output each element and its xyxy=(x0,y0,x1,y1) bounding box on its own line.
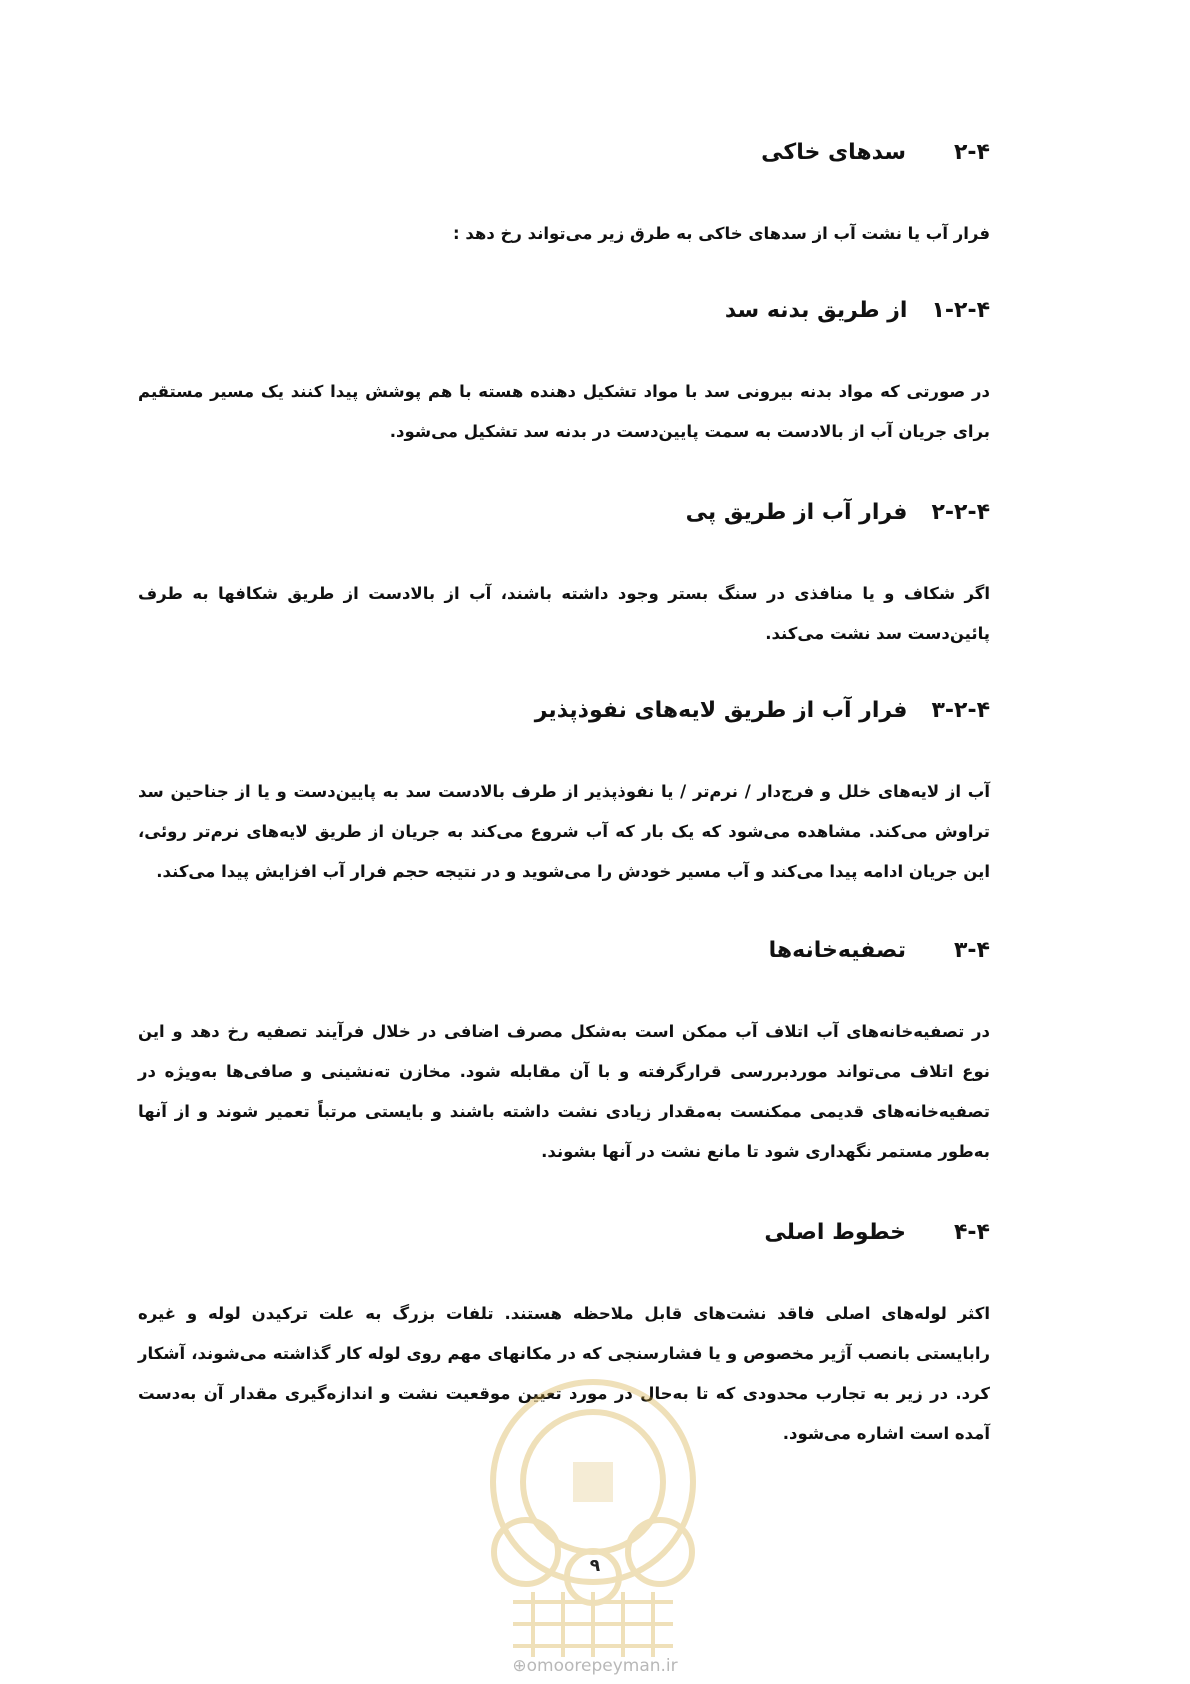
subsection-heading xyxy=(725,298,990,323)
paragraph xyxy=(138,214,990,254)
section-number: ۳-۴ xyxy=(954,938,990,963)
paragraph-text: در صورتی که مواد بدنه بیرونی سد با مواد تشکیل دهنده هسته با هم پوشش پیدا کنند یک مسیر مستقیم برای جریان آب از بالادست به سمت پایین‌دست در بدنه سد تشکیل می‌شود. xyxy=(138,382,990,441)
paragraph-text: در تصفیه‌خانه‌های آب اتلاف آب ممکن است به‌شکل مصرف اضافی در خلال فرآیند تصفیه رخ دهد و این نوع اتلاف می‌تواند موردبررسی قرارگرفته و با آن مقابله شود. مخازن تەنشینی و صافی‌ها به‌ویژه در تصفیه‌خانه‌های قدیمی ممکنست به‌مقدار زیادی نشت داشته باشند و بایستی مرتباً تعمیر شوند و از آنها به‌طور مستمر نگهداری شود تا مانع نشت در آنها بشوند. xyxy=(138,1022,990,1161)
page-number: ۹ xyxy=(589,1556,601,1576)
watermark-site-text: omoorepeyman.ir xyxy=(526,1656,678,1676)
subsection-heading xyxy=(686,500,990,525)
section-title: فرار آب از طریق پی xyxy=(685,500,908,525)
section-number: ۲-۲-۴ xyxy=(931,500,990,525)
section-number: ۲-۴ xyxy=(954,140,990,165)
paragraph-text: اگر شکاف و یا منافذی در سنگ بستر وجود داشته باشند، آب از بالادست از طریق شکافها به طرف پائین‌دست سد نشت می‌کند. xyxy=(138,584,990,643)
section-number: ۴-۴ xyxy=(954,1220,990,1245)
section-heading xyxy=(764,1220,990,1245)
paragraph-text: اکثر لوله‌های اصلی فاقد نشت‌های قابل ملاحظه هستند. تلفات بزرگ به علت ترکیدن لوله و غیره رابایستی بانصب آژیر مخصوص و یا فشارسنجی که در مکانهای مهم روی لوله کار گذاشته می‌شوند، آشکار کرد. در زیر به تجارب محدودی که تا به‌حال در مورد تعیین موقعیت نشت و اندازه‌گیری مقدار آن به‌دست آمده است اشاره می‌شود. xyxy=(138,1304,990,1443)
section-number: ۱-۲-۴ xyxy=(931,298,990,323)
globe-icon: ⊕ xyxy=(512,1656,527,1676)
paragraph-text: فرار آب یا نشت آب از سدهای خاکی به طرق زیر می‌تواند رخ دهد : xyxy=(453,224,990,243)
section-title: سدهای خاکی xyxy=(761,140,906,165)
section-title: خطوط اصلی xyxy=(764,1220,906,1245)
section-title: فرار آب از طریق لایه‌های نفوذپذیر xyxy=(534,698,908,723)
watermark-site xyxy=(0,1656,1190,1676)
paragraph xyxy=(138,574,990,654)
paragraph xyxy=(138,1012,990,1172)
paragraph xyxy=(138,372,990,452)
section-heading xyxy=(769,938,990,963)
section-title: تصفیه‌خانه‌ها xyxy=(768,938,906,963)
paragraph-text: آب از لایه‌های خلل و فرج‌دار / نرم‌تر / یا نفوذپذیر از طرف بالادست سد به پایین‌دست و یا از جناحین سد تراوش می‌کند. مشاهده می‌شود که یک بار که آب شروع می‌کند به جریان از طریق لایه‌های نرم‌تر روئی، این جریان ادامه پیدا می‌کند و آب مسیر خودش را می‌شوید و در نتیجه حجم فرار آب افزایش پیدا می‌کند. xyxy=(138,782,990,881)
watermark-logo-icon xyxy=(478,1362,708,1662)
paragraph xyxy=(138,772,990,892)
section-title: از طریق بدنه سد xyxy=(724,298,908,323)
subsection-heading xyxy=(535,698,990,723)
section-heading xyxy=(761,140,990,165)
section-number: ۳-۲-۴ xyxy=(931,698,990,723)
